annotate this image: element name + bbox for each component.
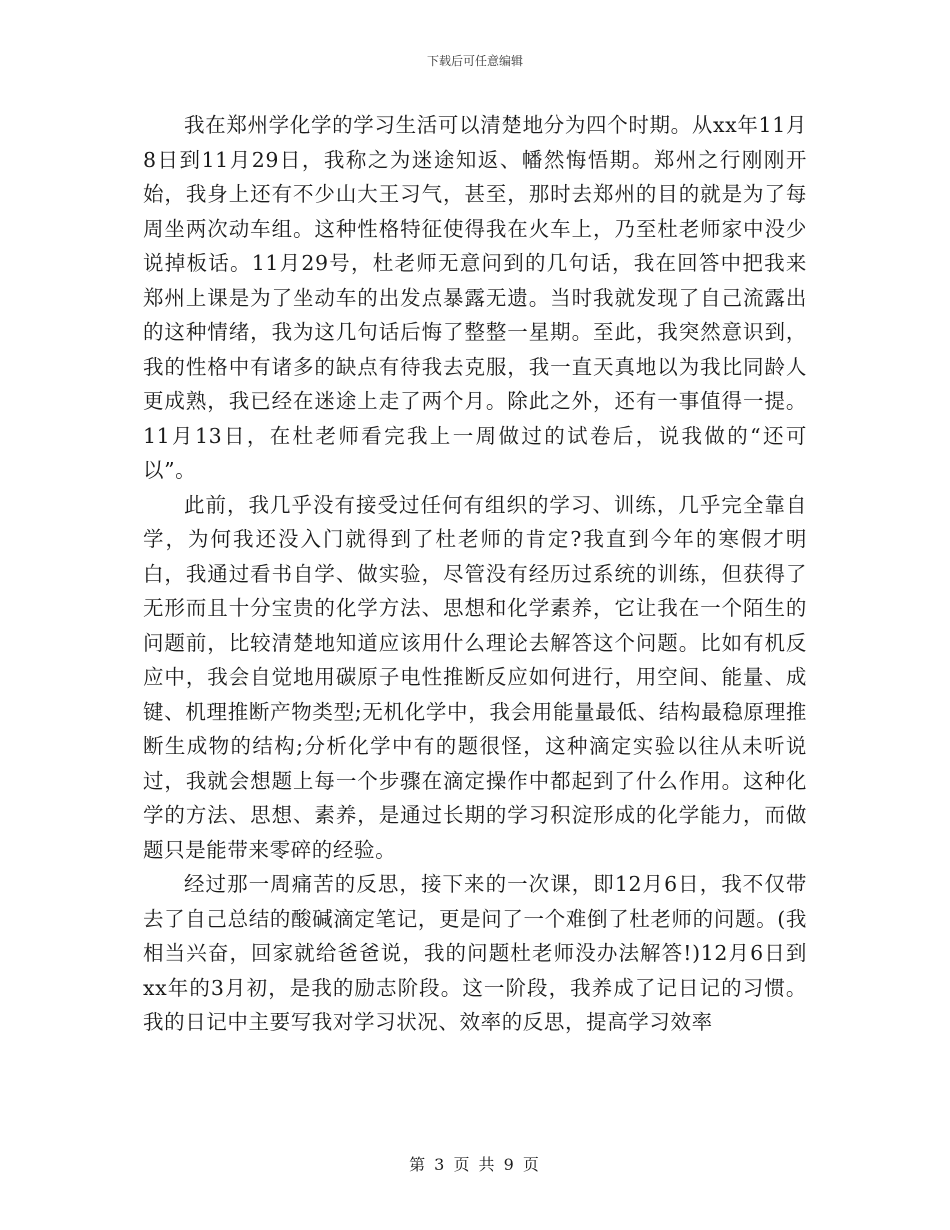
paragraph-2: 此前，我几乎没有接受过任何有组织的学习、训练，几乎完全靠自学，为何我还没入门就得到了杜老师的肯定?我直到今年的寒假才明白，我通过看书自学、做实验，尽管没有经历过系统的训练，但获得了无形而且十分宝贵的化学方法、思想和化学素养，它让我在一个陌生的问题前，比较清楚地知道应该用什么理论去解答这个问题。比如有机反应中，我会自觉地用碳原子电性推断反应如何进行，用空间、能量、成键、机理推断产物类型;无机化学中，我会用能量最低、结构最稳原理推断生成物的结构;分析化学中有的题很怪，这种滴定实验以往从未听说过，我就会想题上每一个步骤在滴定操作中都起到了什么作用。这种化学的方法、思想、素养，是通过长期的学习积淀形成的化学能力，而做题只是能带来零碎的经验。 <box>143 492 807 862</box>
document-body <box>143 108 807 1040</box>
page-footer: 第 3 页 共 9 页 <box>409 1155 541 1174</box>
paragraph-1: 我在郑州学化学的学习生活可以清楚地分为四个时期。从xx年11月8日到11月29日，我称之为迷途知返、幡然悔悟期。郑州之行刚刚开始，我身上还有不少山大王习气，甚至，那时去郑州的目的就是为了每周坐两次动车组。这种性格特征使得我在火车上，乃至杜老师家中没少说掉板话。11月29号，杜老师无意问到的几句话，我在回答中把我来郑州上课是为了坐动车的出发点暴露无遗。当时我就发现了自己流露出的这种情绪，我为这几句话后悔了整整一星期。至此，我突然意识到，我的性格中有诸多的缺点有待我去克服，我一直天真地以为我比同龄人更成熟，我已经在迷途上走了两个月。除此之外，还有一事值得一提。11月13日，在杜老师看完我上一周做过的试卷后，说我做的“还可以”。 <box>143 113 807 482</box>
paragraph-3: 经过那一周痛苦的反思，接下来的一次课，即12月6日，我不仅带去了自己总结的酸碱滴定笔记，更是问了一个难倒了杜老师的问题。(我相当兴奋，回家就给爸爸说，我的问题杜老师没办法解答!)12月6日到xx年的3月初，是我的励志阶段。这一阶段，我养成了记日记的习惯。我的日记中主要写我对学习状况、效率的反思，提高学习效率 <box>143 872 807 1034</box>
page-header: 下载后可任意编辑 <box>426 54 523 68</box>
